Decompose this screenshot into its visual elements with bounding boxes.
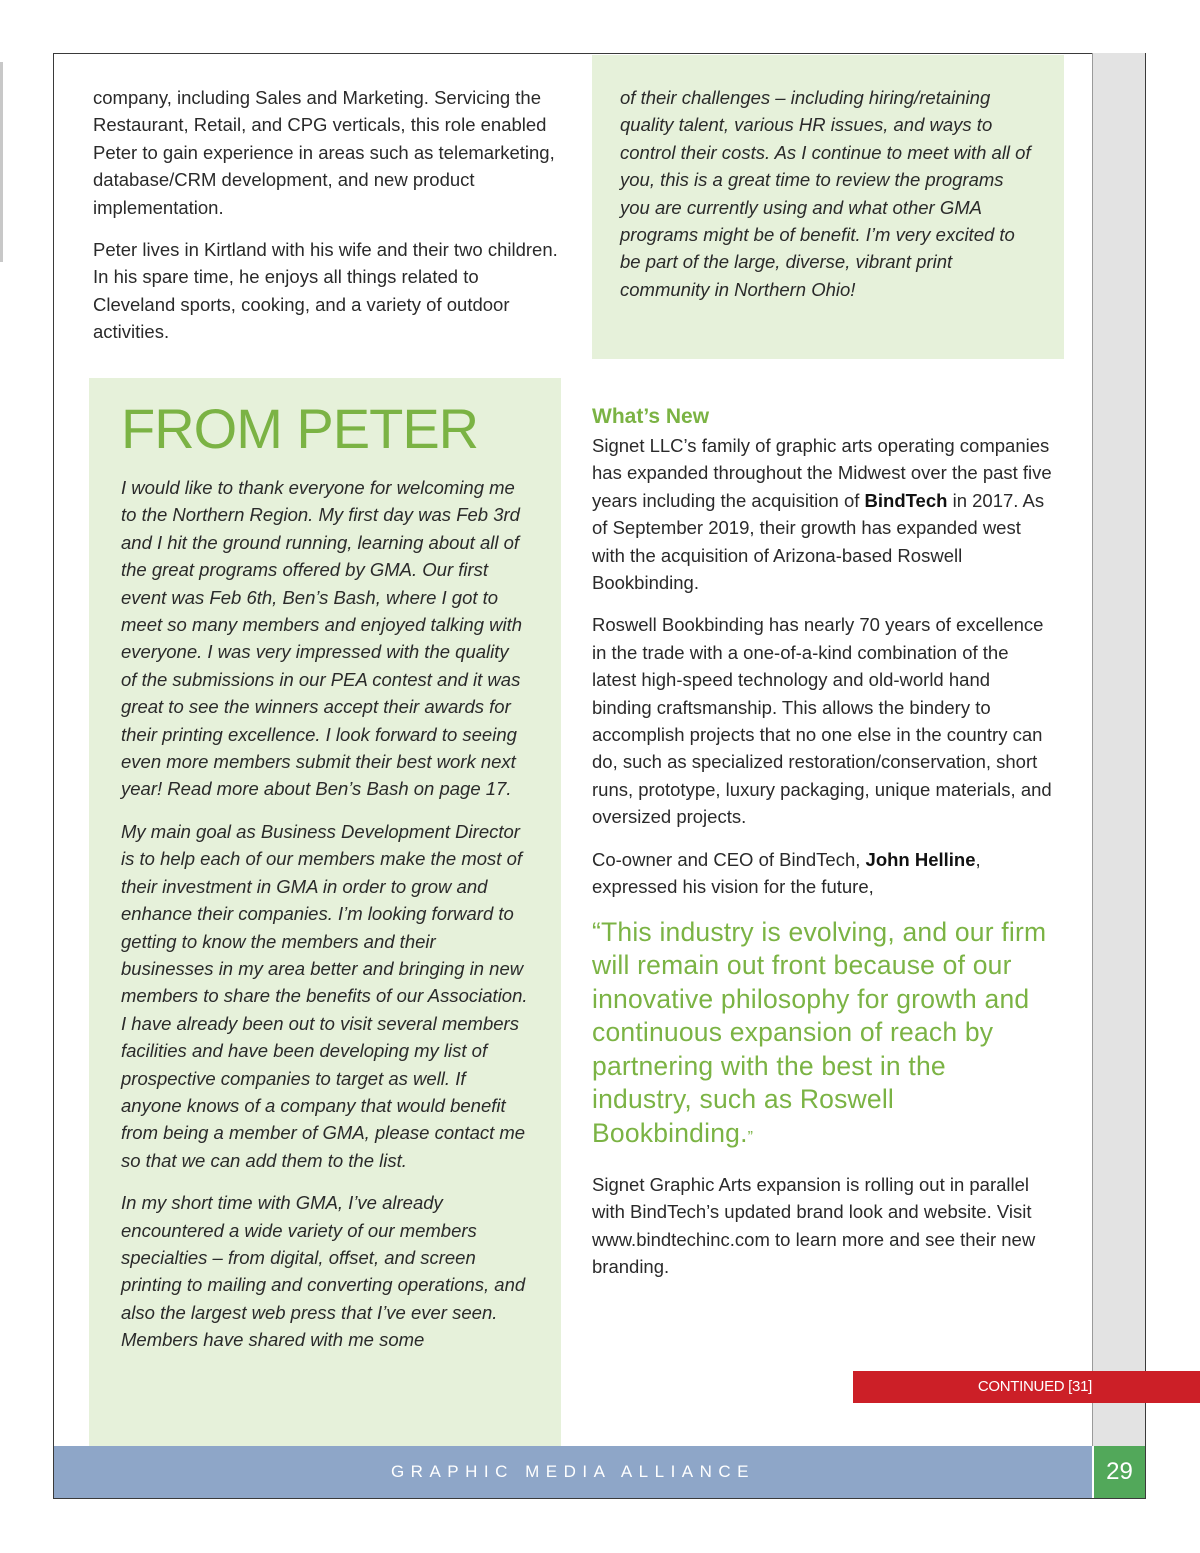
company-name: BindTech <box>864 489 948 511</box>
whats-new-heading: What’s New <box>592 405 710 428</box>
body-paragraph: company, including Sales and Marketing. Servicing the Restaurant, Retail, and CPG verticals, this role enabled Peter to gain experience in areas such as telemarketing, database/CRM development, and new product implementation. <box>93 87 555 218</box>
article-paragraph: Signet LLC’s family of graphic arts operating companies has expanded throughout the Midwest over the past five years including the acquisition of BindTech in 2017. As of September 2019, their growth has expanded west with the acquisition of Arizona-based Roswell Bookbinding. <box>592 435 1052 594</box>
whats-new-column <box>592 402 1052 1296</box>
article-paragraph: Roswell Bookbinding has nearly 70 years of excellence in the trade with a one-of-a-kind combination of the latest high-speed technology and old-world hand binding craftsmanship. This allows the bindery to accomplish projects that no one else in the country can do, such as specialized restoration/conservation, short runs, prototype, luxury packaging, unique materials, and oversized projects. <box>592 614 1052 828</box>
person-name: John Helline <box>865 848 976 870</box>
right-margin-strip <box>1092 53 1146 1446</box>
page-edge-mark <box>0 62 3 262</box>
from-peter-box <box>89 378 561 1446</box>
pull-quote: “This industry is evolving, and our firm will remain out front because of our innovative philosophy for growth and continuous expansion of reach by partnering with the best in the industry, such as Roswell Bookbinding.” <box>592 916 1047 1148</box>
article-paragraph: Co-owner and CEO of BindTech, John Helline, expressed his vision for the future, <box>592 848 981 898</box>
continued-letter-text: of their challenges – including hiring/retaining quality talent, various HR issues, and ways to control their costs. As I continue to meet with all of you, this is a great time to review the programs you are currently using and what other GMA programs might be of benefit. I’m very excited to be part of the large, diverse, vibrant print community in Northern Ohio! <box>620 87 1031 300</box>
page-number: 29 <box>1093 1446 1145 1498</box>
letter-paragraph: In my short time with GMA, I’ve already encountered a wide variety of our members specialties – from digital, offset, and screen printing to mailing and converting operations, and also the largest web press that I’ve ever seen. Members have shared with me some <box>121 1192 526 1351</box>
body-paragraph: Peter lives in Kirtland with his wife and their two children. In his spare time, he enjoys all things related to Cleveland sports, cooking, and a variety of outdoor activities. <box>93 239 558 343</box>
top-right-quote-box <box>592 55 1064 359</box>
continued-tab[interactable]: CONTINUED [31] <box>853 1371 1200 1403</box>
footer-org-name: GRAPHIC MEDIA ALLIANCE <box>54 1446 1092 1498</box>
article-paragraph: Signet Graphic Arts expansion is rolling out in parallel with BindTech’s updated brand look and website. Visit www.bindtechinc.com to learn more and see their new branding. <box>592 1174 1036 1278</box>
letter-paragraph: I would like to thank everyone for welcoming me to the Northern Region. My first day was Feb 3rd and I hit the ground running, learning about all of the great programs offered by GMA. Our first event was Feb 6th, Ben’s Bash, where I got to meet so many members and enjoyed talking with everyone. I was very impressed with the quality of the submissions in our PEA contest and it was great to see the winners accept their awards for their printing excellence. I look forward to seeing even more members submit their best work next year! Read more about Ben’s Bash on page 17. <box>121 477 523 800</box>
letter-paragraph: My main goal as Business Development Director is to help each of our members make the most of their investment in GMA in order to grow and enhance their companies. I’m looking forward to getting to know the members and their businesses in my area better and bringing in new members to share the benefits of our Association. I have already been out to visit several members facilities and have been developing my list of prospective companies to target as well. If anyone knows of a company that would benefit from being a member of GMA, please contact me so that we can add them to the list. <box>121 820 528 1171</box>
section-title: FROM PETER <box>121 397 479 460</box>
top-left-column <box>93 84 563 361</box>
